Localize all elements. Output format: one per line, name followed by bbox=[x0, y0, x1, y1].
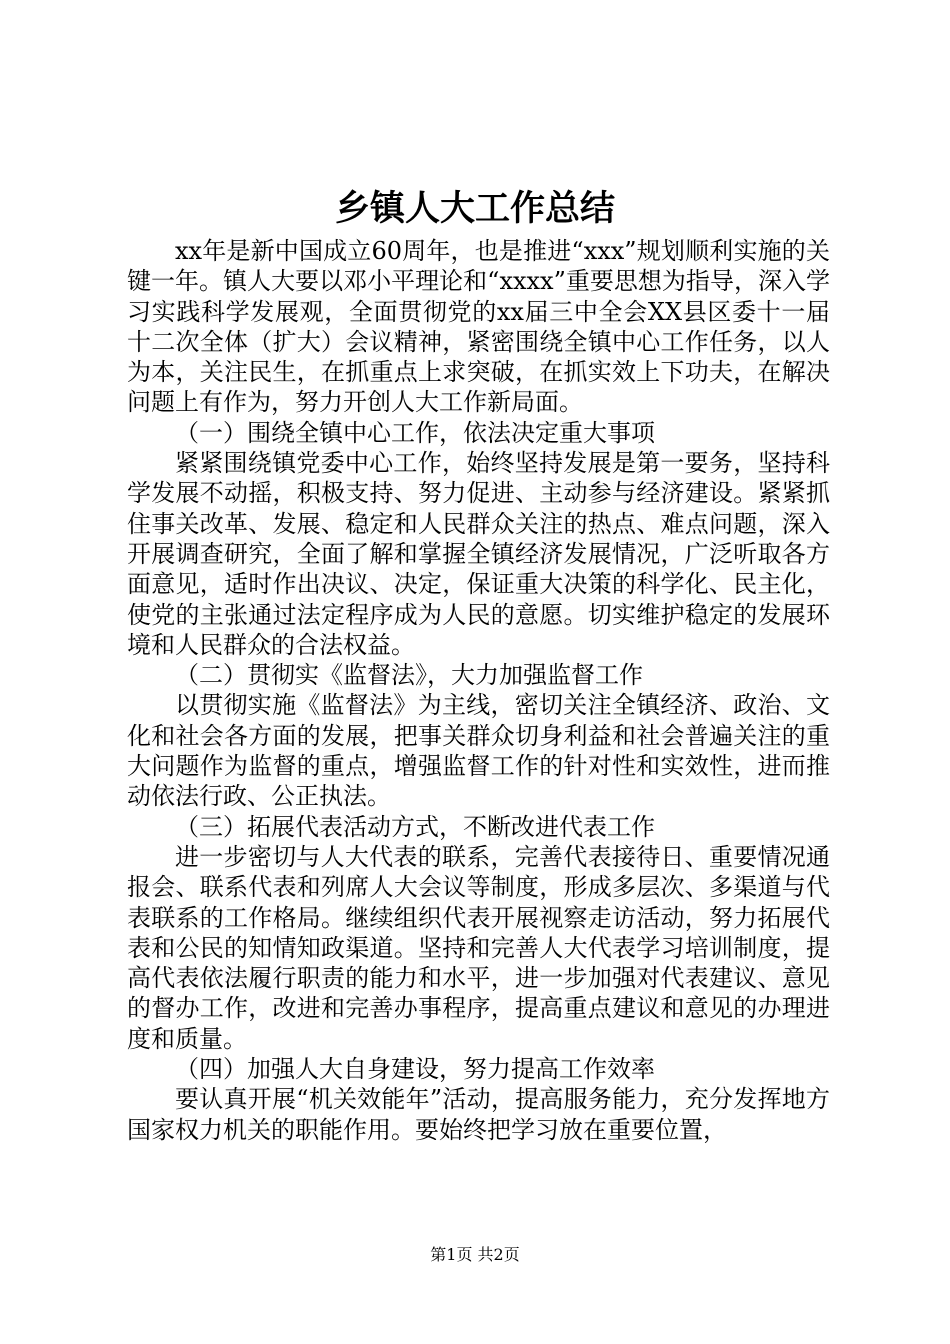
section-2-paragraph: 以贯彻实施《监督法》为主线，密切关注全镇经济、政治、文化和社会各方面的发展，把事关群众切身利益和社会普遍关注的重大问题作为监督的重点，增强监督工作的针对性和实效性，进而推动依法行政、公正执法。 bbox=[127, 691, 830, 811]
document-title: 乡镇人大工作总结 bbox=[334, 189, 615, 229]
document-body bbox=[127, 236, 830, 1145]
section-4-paragraph: 要认真开展“机关效能年”活动，提高服务能力，充分发挥地方国家权力机关的职能作用。要始终把学习放在重要位置， bbox=[127, 1085, 830, 1144]
intro-paragraph: xx年是新中国成立60周年，也是推进“xxx”规划顺利实施的关键一年。镇人大要以邓小平理论和“xxxx”重要思想为指导，深入学习实践科学发展观，全面贯彻党的xx届三中全会XX县区委十一届十二次全体（扩大）会议精神，紧密围绕全镇中心工作任务，以人为本，关注民生，在抓重点上求突破，在抓实效上下功夫，在解决问题上有作为，努力开创人大工作新局面。 bbox=[127, 237, 830, 417]
page-number-footer: 第1页 共2页 bbox=[430, 1245, 520, 1264]
section-3-paragraph: 进一步密切与人大代表的联系，完善代表接待日、重要情况通报会、联系代表和列席人大会议等制度，形成多层次、多渠道与代表联系的工作格局。继续组织代表开展视察走访活动，努力拓展代表和公民的知情知政渠道。坚持和完善人大代表学习培训制度，提高代表依法履行职责的能力和水平，进一步加强对代表建议、意见的督办工作，改进和完善办事程序，提高重点建议和意见的办理进度和质量。 bbox=[127, 842, 830, 1053]
section-1-heading: （一）围绕全镇中心工作，依法决定重大事项 bbox=[175, 418, 655, 447]
section-4-heading: （四）加强人大自身建设，努力提高工作效率 bbox=[175, 1055, 655, 1084]
section-2-heading: （二）贯彻实《监督法》，大力加强监督工作 bbox=[175, 661, 643, 690]
section-1-paragraph: 紧紧围绕镇党委中心工作，始终坚持发展是第一要务，坚持科学发展不动摇，积极支持、努力促进、主动参与经济建设。紧紧抓住事关改革、发展、稳定和人民群众关注的热点、难点问题，深入开展调查研究，全面了解和掌握全镇经济发展情况，广泛听取各方面意见，适时作出决议、决定，保证重大决策的科学化、民主化，使党的主张通过法定程序成为人民的意愿。切实维护稳定的发展环境和人民群众的合法权益。 bbox=[127, 449, 830, 659]
section-3-heading: （三）拓展代表活动方式，不断改进代表工作 bbox=[175, 812, 655, 841]
